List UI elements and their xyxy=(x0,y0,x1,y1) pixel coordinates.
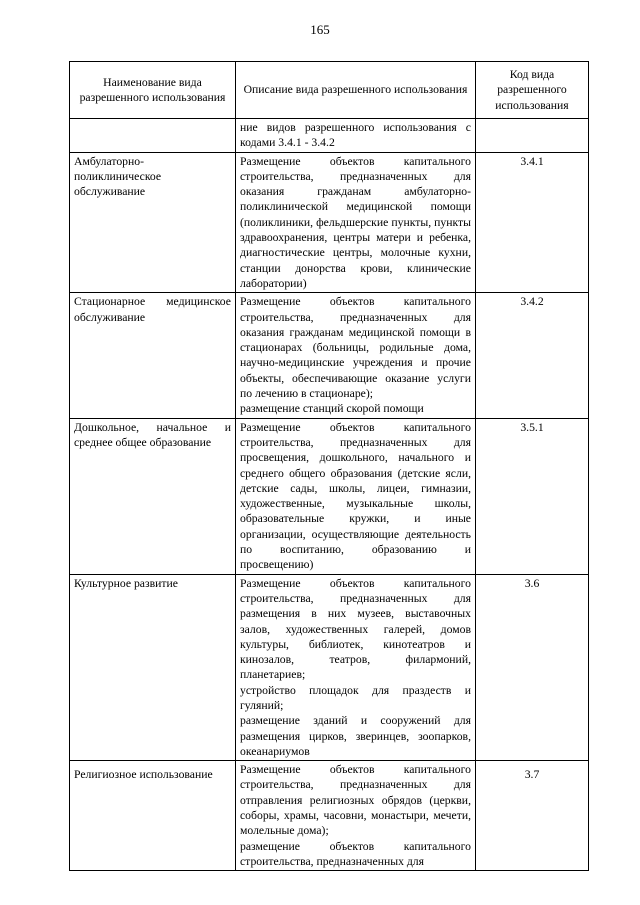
row-code: 3.4.1 xyxy=(476,152,589,293)
row-description: Размещение объектов капитального строительства, предназначенных для отправления религиозных обрядов (церкви, соборы, храмы, часовни, монастыри, мечети, молельные дома); размещение объектов капитального строительства, предназначенных для xyxy=(236,761,476,871)
row-description: ние видов разрешенного использования с кодами 3.4.1 - 3.4.2 xyxy=(236,119,476,153)
table-row xyxy=(70,293,589,418)
row-name: Дошкольное, начальное и среднее общее образование xyxy=(70,418,236,574)
table-row xyxy=(70,574,589,761)
row-name: Религиозное использование xyxy=(70,761,236,871)
page-number: 165 xyxy=(310,22,330,37)
row-name xyxy=(70,119,236,153)
row-description: Размещение объектов капитального строительства, предназначенных для оказания гражданам медицинской помощи в стационарах (больницы, родильные дома, научно-медицинские учреждения и прочие объекты, обеспечивающие оказание услуги по лечению в стационаре); размещение станций скорой помощи xyxy=(236,293,476,418)
row-code: 3.4.2 xyxy=(476,293,589,418)
table-row xyxy=(70,761,589,871)
row-description: Размещение объектов капитального строительства, предназначенных для просвещения, дошкольного, начального и среднего общего образования (детские ясли, детские сады, школы, лицеи, гимназии, художественные, музыкальные школы, образовательные кружки, и иные организации, осуществляющие деятельность по воспитанию, образованию и просвещению) xyxy=(236,418,476,574)
land-use-table xyxy=(69,61,589,871)
table-row xyxy=(70,119,589,153)
table-header-row xyxy=(70,62,589,119)
row-code: 3.7 xyxy=(476,761,589,871)
row-description: Размещение объектов капитального строительства, предназначенных для размещения в них музеев, выставочных залов, художественных галерей, домов культуры, библиотек, кинотеатров и кинозалов, театров, филармоний, планетариев; устройство площадок для праздеств и гуляний; размещение зданий и сооружений для размещения цирков, зверинцев, зоопарков, океанариумов xyxy=(236,574,476,761)
row-name: Культурное развитие xyxy=(70,574,236,761)
row-name: Стационарное медицинское обслуживание xyxy=(70,293,236,418)
table-row xyxy=(70,152,589,293)
row-name: Амбулаторно-поликлиническое обслуживание xyxy=(70,152,236,293)
row-description: Размещение объектов капитального строительства, предназначенных для оказания гражданам амбулаторно-поликлинической медицинской помощи (поликлиники, фельдшерские пункты, пункты здравоохранения, центры матери и ребенка, диагностические центры, молочные кухни, станции донорства крови, клинические лаборатории) xyxy=(236,152,476,293)
header-description: Описание вида разрешенного использования xyxy=(236,62,476,119)
row-code xyxy=(476,119,589,153)
header-code: Код вида разрешенного использования xyxy=(476,62,589,119)
table-row xyxy=(70,418,589,574)
row-code: 3.6 xyxy=(476,574,589,761)
row-code: 3.5.1 xyxy=(476,418,589,574)
header-name: Наименование вида разрешенного использования xyxy=(70,62,236,119)
